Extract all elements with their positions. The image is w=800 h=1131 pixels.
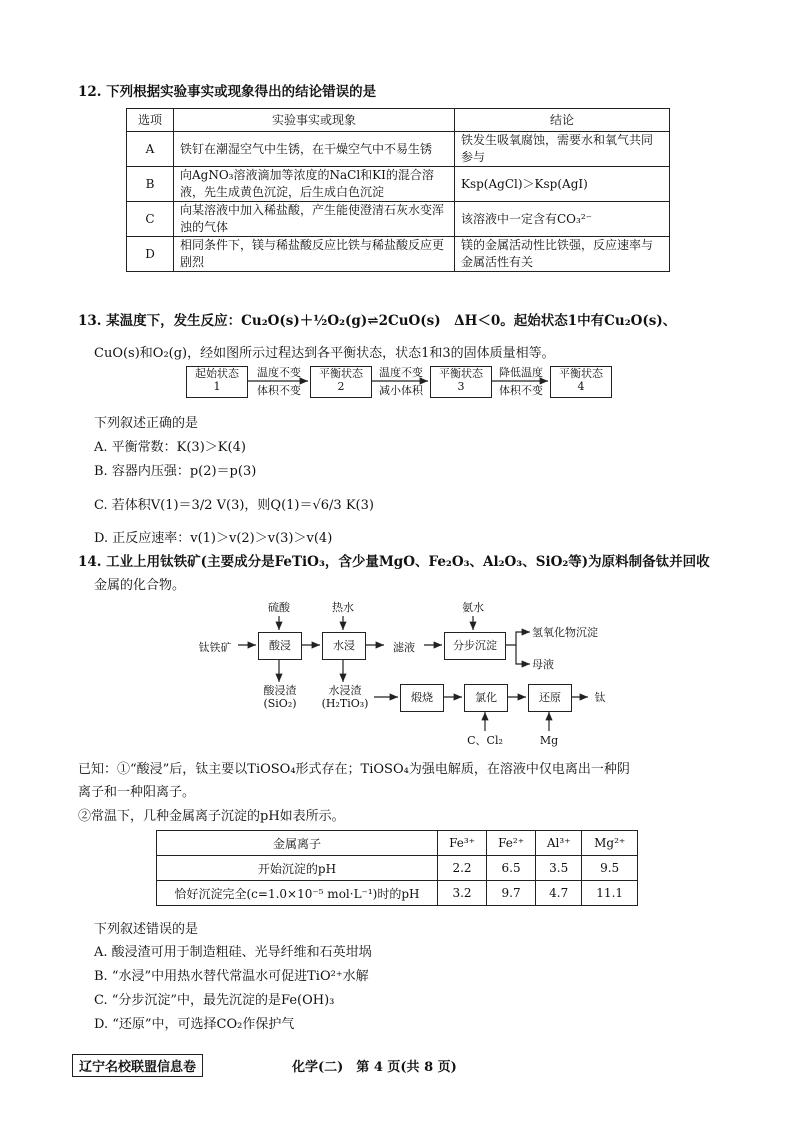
step-acid-leach: 酸浸 bbox=[258, 632, 302, 660]
q13-option-d: D. 正反应速率：v(1)＞v(2)＞v(3)＞v(4) bbox=[94, 531, 333, 546]
q13-prompt: 下列叙述正确的是 bbox=[94, 416, 199, 431]
flow-arrow1-top: 温度不变 bbox=[257, 366, 301, 379]
flow-arrow2-bottom: 减小体积 bbox=[379, 384, 423, 397]
flow-arrow3-top: 降低温度 bbox=[499, 366, 543, 379]
flow-state-2: 平衡状态 2 bbox=[310, 366, 372, 398]
q12-row-a-opt: A bbox=[127, 132, 174, 167]
ph-row1-fe3: 2.2 bbox=[438, 856, 487, 881]
q14-stem-line1: 14. 工业上用钛铁矿(主要成分是FeTiO₃，含少量MgO、Fe₂O₃、Al₂O₃、SiO₂等)为原料制备钛并回收 bbox=[78, 554, 710, 570]
footer-page-number: 化学(二) 第 4 页(共 8 页) bbox=[292, 1060, 457, 1075]
q13-option-b: B. 容器内压强：p(2)＝p(3) bbox=[94, 464, 257, 479]
q12-header-fact: 实验事实或现象 bbox=[174, 109, 455, 132]
q12-table-header bbox=[127, 109, 670, 132]
q14-option-c: C. “分步沉淀”中，最先沉淀的是Fe(OH)₃ bbox=[94, 993, 335, 1008]
q12-header-opt: 选项 bbox=[127, 109, 174, 132]
q14-known-1: 已知：①“酸浸”后，钛主要以TiOSO₄形式存在；TiOSO₄为强电解质，在溶液中仅电离出一种阴 bbox=[78, 762, 630, 777]
ph-row2-fe3: 3.2 bbox=[438, 881, 487, 906]
q12-stem: 12. 下列根据实验事实或现象得出的结论错误的是 bbox=[78, 84, 377, 100]
q12-row-c-fact: 向某溶液中加入稀盐酸，产生能使澄清石灰水变浑浊的气体 bbox=[174, 202, 455, 237]
flow-arrow3-bottom: 体积不变 bbox=[499, 384, 543, 397]
product-mother-liquor: 母液 bbox=[532, 658, 554, 671]
ph-header-mg2: Mg²⁺ bbox=[582, 831, 638, 856]
q14-stem-line2: 金属的化合物。 bbox=[94, 578, 186, 593]
flow-arrow2-top: 温度不变 bbox=[379, 366, 423, 379]
q14-known-2: ②常温下，几种金属离子沉淀的pH如表所示。 bbox=[78, 809, 345, 824]
q14-known-1-cont: 离子和一种阳离子。 bbox=[78, 785, 196, 800]
reagent-sulfuric-acid: 硫酸 bbox=[268, 601, 290, 614]
table-row bbox=[127, 202, 670, 237]
ph-row2-label: 恰好沉淀完全(c=1.0×10⁻⁵ mol·L⁻¹)时的pH bbox=[157, 881, 438, 906]
residue-acid-leach: 酸浸渣 (SiO₂) bbox=[263, 684, 297, 710]
product-hydroxide-precipitate: 氢氧化物沉淀 bbox=[532, 626, 598, 639]
q12-row-d-fact: 相同条件下，镁与稀盐酸反应比铁与稀盐酸反应更剧烈 bbox=[174, 237, 455, 272]
ph-row1-al3: 3.5 bbox=[536, 856, 582, 881]
q12-row-d-opt: D bbox=[127, 237, 174, 272]
q12-row-b-fact: 向AgNO₃溶液滴加等浓度的NaCl和KI的混合溶液，先生成黄色沉淀，后生成白色沉淀 bbox=[174, 167, 455, 202]
ph-header-ion: 金属离子 bbox=[157, 831, 438, 856]
ph-row2-al3: 4.7 bbox=[536, 881, 582, 906]
q12-row-c-conc: 该溶液中一定含有CO₃²⁻ bbox=[455, 202, 670, 237]
q12-row-a-fact: 铁钉在潮湿空气中生锈，在干燥空气中不易生锈 bbox=[174, 132, 455, 167]
q13-stem-line1: 13. 某温度下，发生反应：Cu₂O(s)＋½O₂(g)⇌2CuO(s) ΔH＜0。起始状态1中有Cu₂O(s)、 bbox=[78, 313, 677, 329]
step-water-leach: 水浸 bbox=[322, 632, 366, 660]
q12-row-d-conc: 镁的金属活动性比铁强，反应速率与金属活性有关 bbox=[455, 237, 670, 272]
q12-row-a-conc: 铁发生吸氧腐蚀，需要水和氧气共同参与 bbox=[455, 132, 670, 167]
step-fractional-precipitation: 分步沉淀 bbox=[444, 632, 506, 660]
q13-option-a: A. 平衡常数：K(3)＞K(4) bbox=[94, 440, 246, 455]
step-chlorination: 氯化 bbox=[464, 684, 508, 712]
table-row bbox=[157, 856, 638, 881]
residue-water-leach: 水浸渣 (H₂TiO₃) bbox=[321, 684, 369, 710]
q13-option-c: C. 若体积V(1)＝3/2 V(3)，则Q(1)＝√6/3 K(3) bbox=[94, 498, 374, 513]
table-row bbox=[127, 237, 670, 272]
reagent-ammonia: 氨水 bbox=[462, 601, 484, 614]
raw-ilmenite: 钛铁矿 bbox=[198, 641, 232, 654]
q13-stem-line2: CuO(s)和O₂(g)，经如图所示过程达到各平衡状态，状态1和3的固体质量相等。 bbox=[94, 346, 555, 361]
q12-row-b-conc: Ksp(AgCl)＞Ksp(AgI) bbox=[455, 167, 670, 202]
flow-state-3: 平衡状态 3 bbox=[430, 366, 492, 398]
ph-header-al3: Al³⁺ bbox=[536, 831, 582, 856]
q14-prompt: 下列叙述错误的是 bbox=[94, 922, 199, 937]
q12-table bbox=[126, 108, 670, 272]
q14-ph-table bbox=[156, 830, 638, 906]
step-calcination: 煅烧 bbox=[400, 684, 444, 712]
table-row bbox=[157, 881, 638, 906]
q12-row-b-opt: B bbox=[127, 167, 174, 202]
ph-header-fe3: Fe³⁺ bbox=[438, 831, 487, 856]
reagent-mg: Mg bbox=[539, 734, 559, 747]
table-row bbox=[157, 831, 638, 856]
q14-option-b: B. “水浸”中用热水替代常温水可促进TiO²⁺水解 bbox=[94, 969, 369, 984]
filtrate-label: 滤液 bbox=[393, 641, 415, 654]
table-row bbox=[127, 132, 670, 167]
flow-arrow1-bottom: 体积不变 bbox=[257, 384, 301, 397]
reagent-c-cl2: C、Cl₂ bbox=[467, 734, 503, 747]
flow-state-1: 起始状态 1 bbox=[186, 366, 248, 398]
product-titanium: 钛 bbox=[594, 691, 606, 704]
q12-row-c-opt: C bbox=[127, 202, 174, 237]
ph-row1-fe2: 6.5 bbox=[487, 856, 536, 881]
flow-state-4: 平衡状态 4 bbox=[550, 366, 612, 398]
ph-row1-label: 开始沉淀的pH bbox=[157, 856, 438, 881]
ph-row1-mg2: 9.5 bbox=[582, 856, 638, 881]
q14-option-a: A. 酸浸渣可用于制造粗硅、光导纤维和石英坩埚 bbox=[94, 945, 372, 960]
ph-row2-fe2: 9.7 bbox=[487, 881, 536, 906]
step-reduction: 还原 bbox=[528, 684, 572, 712]
table-row bbox=[127, 167, 670, 202]
ph-row2-mg2: 11.1 bbox=[582, 881, 638, 906]
reagent-hot-water: 热水 bbox=[332, 601, 354, 614]
footer-exam-tag: 辽宁名校联盟信息卷 bbox=[72, 1054, 203, 1077]
q12-header-conc: 结论 bbox=[455, 109, 670, 132]
ph-header-fe2: Fe²⁺ bbox=[487, 831, 536, 856]
q14-option-d: D. “还原”中，可选择CO₂作保护气 bbox=[94, 1017, 295, 1032]
